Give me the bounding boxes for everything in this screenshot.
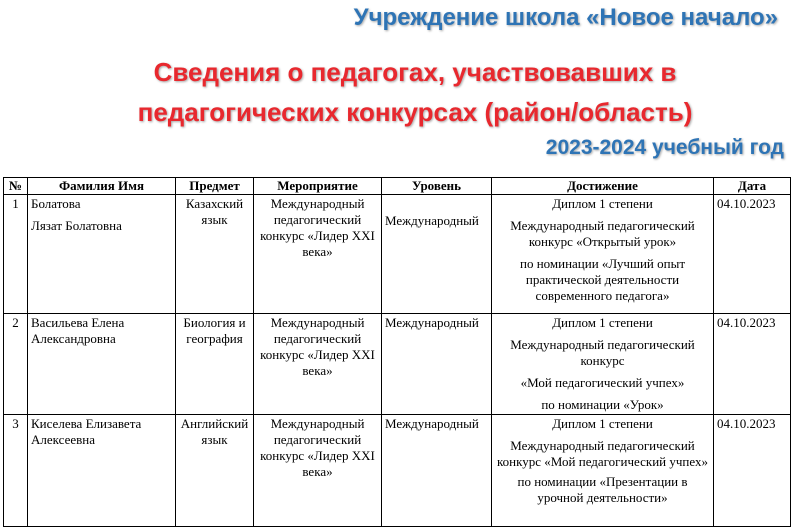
achievement-contest-name: «Мой педагогический учпех» xyxy=(520,375,685,390)
table-row xyxy=(4,415,791,527)
page-title xyxy=(0,52,794,132)
achievement-contest: Международный педагогический конкурс «Мой педагогический учпех» xyxy=(497,438,708,469)
achievement-nomination: по номинации «Урок» xyxy=(541,397,664,412)
name-line-1: Болатова xyxy=(31,196,81,211)
col-header-subject: Предмет xyxy=(176,178,254,195)
school-name: Учреждение школа «Новое начало» xyxy=(353,4,778,31)
col-header-name: Фамилия Имя xyxy=(28,178,176,195)
name-line-2: Лязат Болатовна xyxy=(31,218,122,233)
cell-level: Международный xyxy=(382,195,492,314)
cell-achievement xyxy=(492,415,714,527)
col-header-date: Дата xyxy=(714,178,791,195)
cell-level: Международный xyxy=(382,314,492,415)
cell-event: Международный педагогический конкурс «Лидер XXI века» xyxy=(254,314,382,415)
name-line-1: Васильева Елена Александровна xyxy=(31,315,125,346)
cell-level: Международный xyxy=(382,415,492,527)
cell-event: Международный педагогический конкурс «Лидер XXI века» xyxy=(254,415,382,527)
col-header-level: Уровень xyxy=(382,178,492,195)
achievement-diploma: Диплом 1 степени xyxy=(552,315,653,330)
cell-name xyxy=(28,415,176,527)
cell-achievement xyxy=(492,195,714,314)
table-header-row xyxy=(4,178,791,195)
cell-achievement xyxy=(492,314,714,415)
achievement-diploma: Диплом 1 степени xyxy=(552,416,653,431)
teachers-contest-table xyxy=(3,177,791,527)
cell-date: 04.10.2023 xyxy=(714,415,791,527)
col-header-event: Мероприятие xyxy=(254,178,382,195)
achievement-nomination: по номинации «Презентации в урочной деятельности» xyxy=(517,474,688,505)
cell-subject: Биология и география xyxy=(176,314,254,415)
cell-number: 1 xyxy=(4,195,28,314)
name-line-1: Киселева Елизавета Алексеевна xyxy=(31,416,142,447)
cell-number: 3 xyxy=(4,415,28,527)
table-row xyxy=(4,195,791,314)
achievement-contest: Международный педагогический конкурс xyxy=(510,337,695,368)
cell-name xyxy=(28,314,176,415)
title-line-1: Сведения о педагогах, участвовавших в xyxy=(153,57,677,87)
academic-year: 2023-2024 учебный год xyxy=(545,136,784,159)
title-line-2: педагогических конкурсах (район/область) xyxy=(137,97,693,127)
cell-date: 04.10.2023 xyxy=(714,314,791,415)
col-header-number: № xyxy=(4,178,28,195)
table-row xyxy=(4,314,791,415)
cell-number: 2 xyxy=(4,314,28,415)
col-header-achievement: Достижение xyxy=(492,178,714,195)
cell-subject: Английский язык xyxy=(176,415,254,527)
achievement-diploma: Диплом 1 степени xyxy=(552,196,653,211)
achievement-contest: Международный педагогический конкурс «Открытый урок» xyxy=(510,218,695,249)
achievement-nomination: по номинации «Лучший опыт практической деятельности современного педагога» xyxy=(519,256,686,303)
cell-name xyxy=(28,195,176,314)
cell-event: Международный педагогический конкурс «Лидер XXI века» xyxy=(254,195,382,314)
cell-subject: Казахский язык xyxy=(176,195,254,314)
cell-date: 04.10.2023 xyxy=(714,195,791,314)
